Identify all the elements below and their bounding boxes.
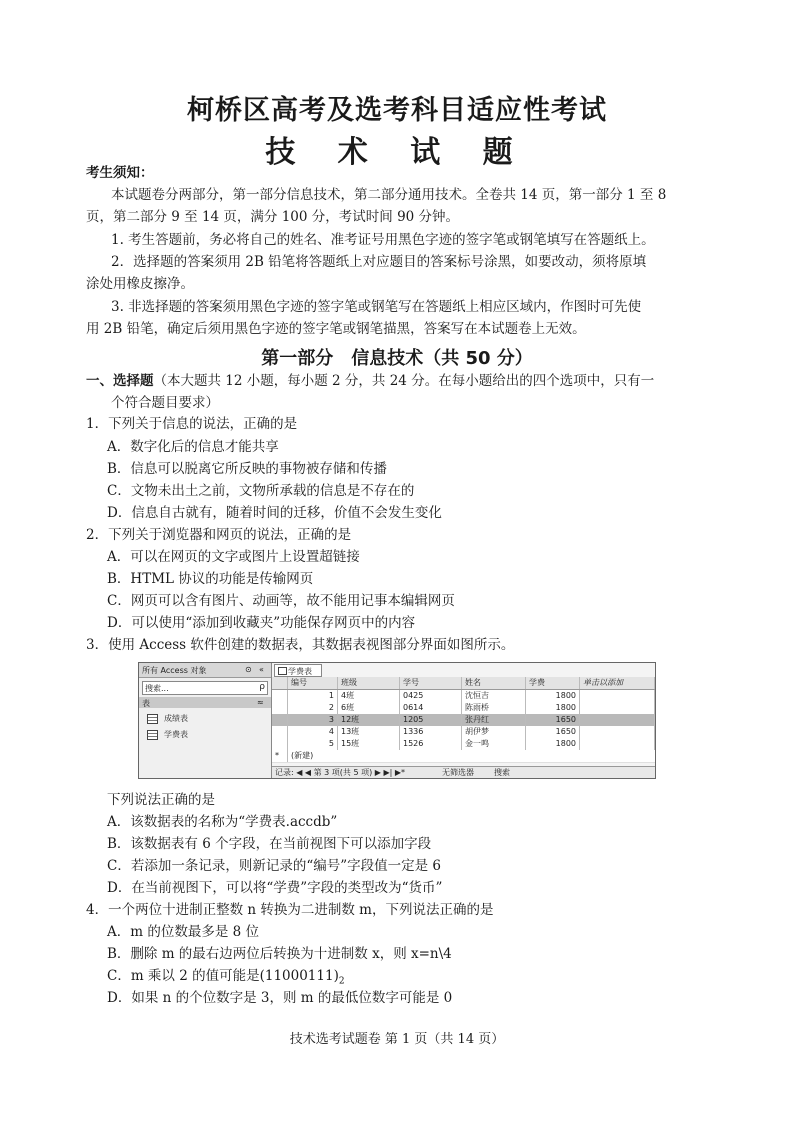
option: D．信息自古就有，随着时间的迁移，价值不会发生变化 [107,505,442,521]
datasheet-view [272,663,655,778]
notice-heading: 考生须知： [86,165,154,181]
notice-line: 本试题卷分两部分，第一部分信息技术，第二部分通用技术。全卷共 14 页，第一部分 1 至 8 [111,187,667,203]
nav-group-label: 表 [142,699,150,708]
question-stem: 3．使用 Access 软件创建的数据表，其数据表视图部分界面如图所示。 [86,637,515,653]
cell[interactable]: 1800 [526,738,580,750]
nav-search-input[interactable] [142,681,268,695]
row-selector[interactable] [272,702,288,714]
nav-title: 所有 Access 对象 [142,666,207,675]
search-icon[interactable]: ρ [259,682,265,692]
option: B．删除 m 的最右边两位后转换为十进制数 x，则 x=n\4 [107,946,452,962]
nav-dropdown-icon[interactable]: ⊙ [245,665,252,674]
table-tab[interactable] [274,664,322,677]
record-navigator[interactable]: 记录: ◀ ◀ 第 3 项(共 5 项) ▶ ▶| ▶* [275,768,406,777]
exam-title: 柯桥区高考及选考科目适应性考试 [187,95,607,126]
cell[interactable]: 1650 [526,726,580,738]
section-title: 第一部分 信息技术（共 50 分） [261,348,533,369]
filter-status[interactable]: 无筛选器 [442,768,474,777]
record-navigation-bar [272,766,655,779]
option: B．该数据表有 6 个字段，在当前视图下可以添加字段 [107,836,432,852]
option: A．该数据表的名称为“学费表.accdb” [107,814,338,830]
part1-intro [86,371,654,391]
notice-line: 用 2B 铅笔，确定后须用黑色字迹的签字笔或钢笔描黑，答案写在本试题卷上无效。 [86,321,586,337]
cell[interactable]: 13班 [338,726,400,738]
row-selector[interactable] [272,726,288,738]
notice-line: 3. 非选择题的答案须用黑色字迹的签字笔或钢笔写在答题纸上相应区域内，作图时可先使 [111,299,642,315]
cell[interactable] [580,690,655,702]
cell[interactable]: 0614 [400,702,462,714]
cell[interactable]: 1526 [400,738,462,750]
column-header[interactable]: 学号 [400,677,462,689]
new-record-label[interactable]: (新建) [291,751,314,760]
table-icon [278,667,287,675]
cell[interactable]: 张丹红 [462,714,526,726]
notice-line: 涂处用橡皮擦净。 [86,276,194,292]
search-placeholder: 搜索... [145,684,169,693]
notice-line: 页，第二部分 9 至 14 页，满分 100 分，考试时间 90 分钟。 [86,209,460,225]
exam-subtitle: 技 术 试 题 [265,135,529,170]
tab-label: 学费表 [288,667,312,676]
option: B．信息可以脱离它所反映的事物被存储和传播 [107,461,387,477]
cell[interactable]: 1800 [526,702,580,714]
option: A．m 的位数最多是 8 位 [107,924,260,940]
cell[interactable]: 1 [288,690,338,702]
add-field-header[interactable]: 单击以添加 [580,677,655,689]
new-record-row[interactable] [272,750,655,763]
notice-line: 2．选择题的答案须用 2B 铅笔将答题纸上对应题目的答案标号涂黑，如要改动，须将原填 [111,254,647,270]
cell[interactable]: 1800 [526,690,580,702]
option: D．可以使用“添加到收藏夹”功能保存网页中的内容 [107,615,416,631]
cell[interactable] [580,702,655,714]
nav-header [139,663,271,678]
cell[interactable]: 5 [288,738,338,750]
cell[interactable]: 2 [288,702,338,714]
cell[interactable]: 4班 [338,690,400,702]
cell[interactable]: 沈恒吉 [462,690,526,702]
question-stem: 4．一个两位十进制正整数 n 转换为二进制数 m，下列说法正确的是 [86,902,494,918]
question-stem: 1．下列关于信息的说法，正确的是 [86,416,298,432]
table-icon [147,730,158,740]
option: B．HTML 协议的功能是传输网页 [107,571,314,587]
nav-item-label: 成绩表 [164,714,188,723]
nav-item-table[interactable] [147,729,188,741]
cell[interactable] [580,738,655,750]
cell[interactable]: 1650 [526,714,580,726]
row-selector-header [272,677,288,689]
cell[interactable]: 4 [288,726,338,738]
cell[interactable] [580,726,655,738]
search-box[interactable]: 搜索 [494,768,510,777]
column-header[interactable]: 学费 [526,677,580,689]
cell[interactable]: 15班 [338,738,400,750]
option: A．可以在网页的文字或图片上设置超链接 [107,549,360,565]
option: C．网页可以含有图片、动画等，故不能用记事本编辑网页 [107,593,455,609]
option-text: C．m 乘以 2 的值可能是 [107,968,260,984]
cell[interactable]: 1205 [400,714,462,726]
nav-collapse-icon[interactable]: « [259,665,264,674]
column-header[interactable]: 姓名 [462,677,526,689]
option: C．文物未出土之前，文物所承载的信息是不存在的 [107,483,415,499]
nav-item-table[interactable] [147,713,188,725]
column-header[interactable]: 编号 [288,677,338,689]
cell[interactable] [580,714,655,726]
cell[interactable]: 陈雨桥 [462,702,526,714]
cell[interactable]: 0425 [400,690,462,702]
access-screenshot [138,662,656,779]
binary-subscript: 2 [338,976,345,987]
part1-text-cont: 个符合题目要求） [111,395,219,411]
row-selector[interactable] [272,738,288,750]
navigation-pane [139,663,272,778]
table-icon [147,714,158,724]
cell[interactable]: 3 [288,714,338,726]
option: D．在当前视图下，可以将“学费”字段的类型改为“货币” [107,880,443,896]
option: A．数字化后的信息才能共享 [107,439,279,455]
part1-label: 一、选择题 [86,373,154,389]
row-selector[interactable] [272,714,288,726]
notice-line: 1. 考生答题前，务必将自己的姓名、准考证号用黑色字迹的签字笔或钢笔填写在答题纸上。 [111,232,655,248]
part1-text: （本大题共 12 小题，每小题 2 分，共 24 分。在每小题给出的四个选项中，只有一 [153,373,655,389]
question-stem: 2．下列关于浏览器和网页的说法，正确的是 [86,527,352,543]
column-header-row [272,677,655,690]
new-record-marker: * [272,750,288,762]
option: D．如果 n 的个位数字是 3，则 m 的最低位数字可能是 0 [107,990,453,1006]
page-footer: 技术选考试题卷 第 1 页（共 14 页） [289,1032,505,1047]
cell[interactable]: 6班 [338,702,400,714]
question-after: 下列说法正确的是 [107,792,215,808]
binary-value: (11000111) [259,968,339,984]
nav-group-tables[interactable] [139,697,271,708]
cell[interactable]: 1336 [400,726,462,738]
column-header[interactable]: 班级 [338,677,400,689]
row-selector[interactable] [272,690,288,702]
cell[interactable]: 12班 [338,714,400,726]
cell[interactable]: 金一鸣 [462,738,526,750]
cell[interactable]: 胡伊梦 [462,726,526,738]
nav-item-label: 学费表 [164,730,188,739]
chevron-up-icon[interactable]: ≈ [257,698,264,707]
option: C．若添加一条记录，则新记录的“编号”字段值一定是 6 [107,858,442,874]
